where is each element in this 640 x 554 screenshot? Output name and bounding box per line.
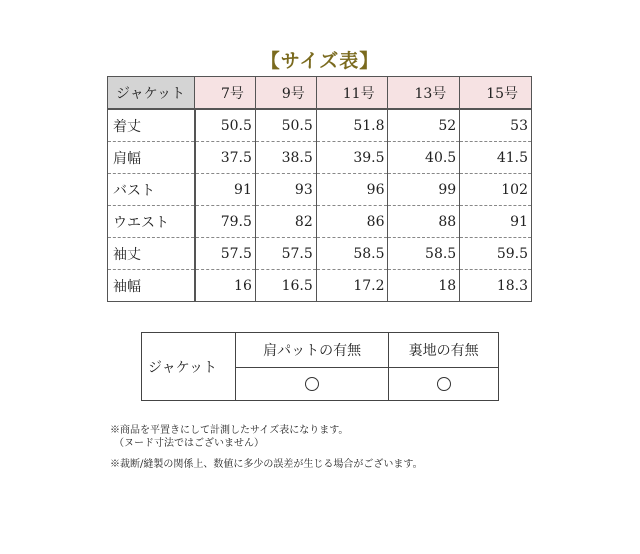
circle-mark-icon [437,377,451,391]
column-header-size-9: 9号 [255,77,316,110]
page-title: 【サイズ表】 [260,50,380,72]
table-row-waist [108,206,532,238]
table-cell: 16.5 [255,270,316,302]
table-cell: 93 [255,174,316,206]
lining-value [389,368,499,401]
shoulder-pad-value [236,368,389,401]
note-not-nude-size: （ヌード寸法ではございません） [114,438,264,449]
table-cell: 96 [316,174,388,206]
table-cell: 82 [255,206,316,238]
table-cell: 57.5 [255,238,316,270]
table-cell: 16 [195,270,256,302]
table-cell: 51.8 [316,109,388,142]
table-cell: 50.5 [255,109,316,142]
table-cell: 52 [388,109,460,142]
table-cell: 53 [460,109,532,142]
table-cell: 91 [460,206,532,238]
table-cell: 18.3 [460,270,532,302]
table-cell: 79.5 [195,206,256,238]
table-cell: 86 [316,206,388,238]
table-cell: 91 [195,174,256,206]
table-cell: 17.2 [316,270,388,302]
column-header-lining: 裏地の有無 [389,333,499,368]
table-cell: 41.5 [460,142,532,174]
option-table-header-row [142,333,499,368]
table-row-length [108,109,532,142]
table-cell: 59.5 [460,238,532,270]
row-label: 袖幅 [108,270,195,302]
table-cell: 37.5 [195,142,256,174]
row-label: 着丈 [108,109,195,142]
table-cell: 88 [388,206,460,238]
note-tolerance: ※裁断/縫製の関係上、数値に多少の誤差が生じる場合がございます。 [110,459,423,470]
row-label: ウエスト [108,206,195,238]
option-row-label: ジャケット [142,333,236,401]
row-label: 肩幅 [108,142,195,174]
table-cell: 58.5 [388,238,460,270]
table-cell: 38.5 [255,142,316,174]
table-cell: 57.5 [195,238,256,270]
table-cell: 102 [460,174,532,206]
table-row-sleeve-width [108,270,532,302]
row-label: バスト [108,174,195,206]
table-cell: 18 [388,270,460,302]
column-header-size-7: 7号 [195,77,256,110]
circle-mark-icon [305,377,319,391]
table-cell: 58.5 [316,238,388,270]
option-table [141,332,499,401]
column-header-size-15: 15号 [460,77,532,110]
table-cell: 50.5 [195,109,256,142]
table-row-bust [108,174,532,206]
row-label: 袖丈 [108,238,195,270]
column-header-size-13: 13号 [388,77,460,110]
column-header-size-11: 11号 [316,77,388,110]
column-header-shoulder-pad: 肩パットの有無 [236,333,389,368]
size-table [107,76,532,302]
table-cell: 40.5 [388,142,460,174]
note-measurement: ※商品を平置きにして計測したサイズ表になります。 [110,425,349,436]
table-row-shoulder [108,142,532,174]
size-table-corner-label: ジャケット [108,77,195,110]
table-row-sleeve-length [108,238,532,270]
table-cell: 39.5 [316,142,388,174]
size-table-header-row [108,77,532,110]
table-cell: 99 [388,174,460,206]
notes [110,424,620,471]
